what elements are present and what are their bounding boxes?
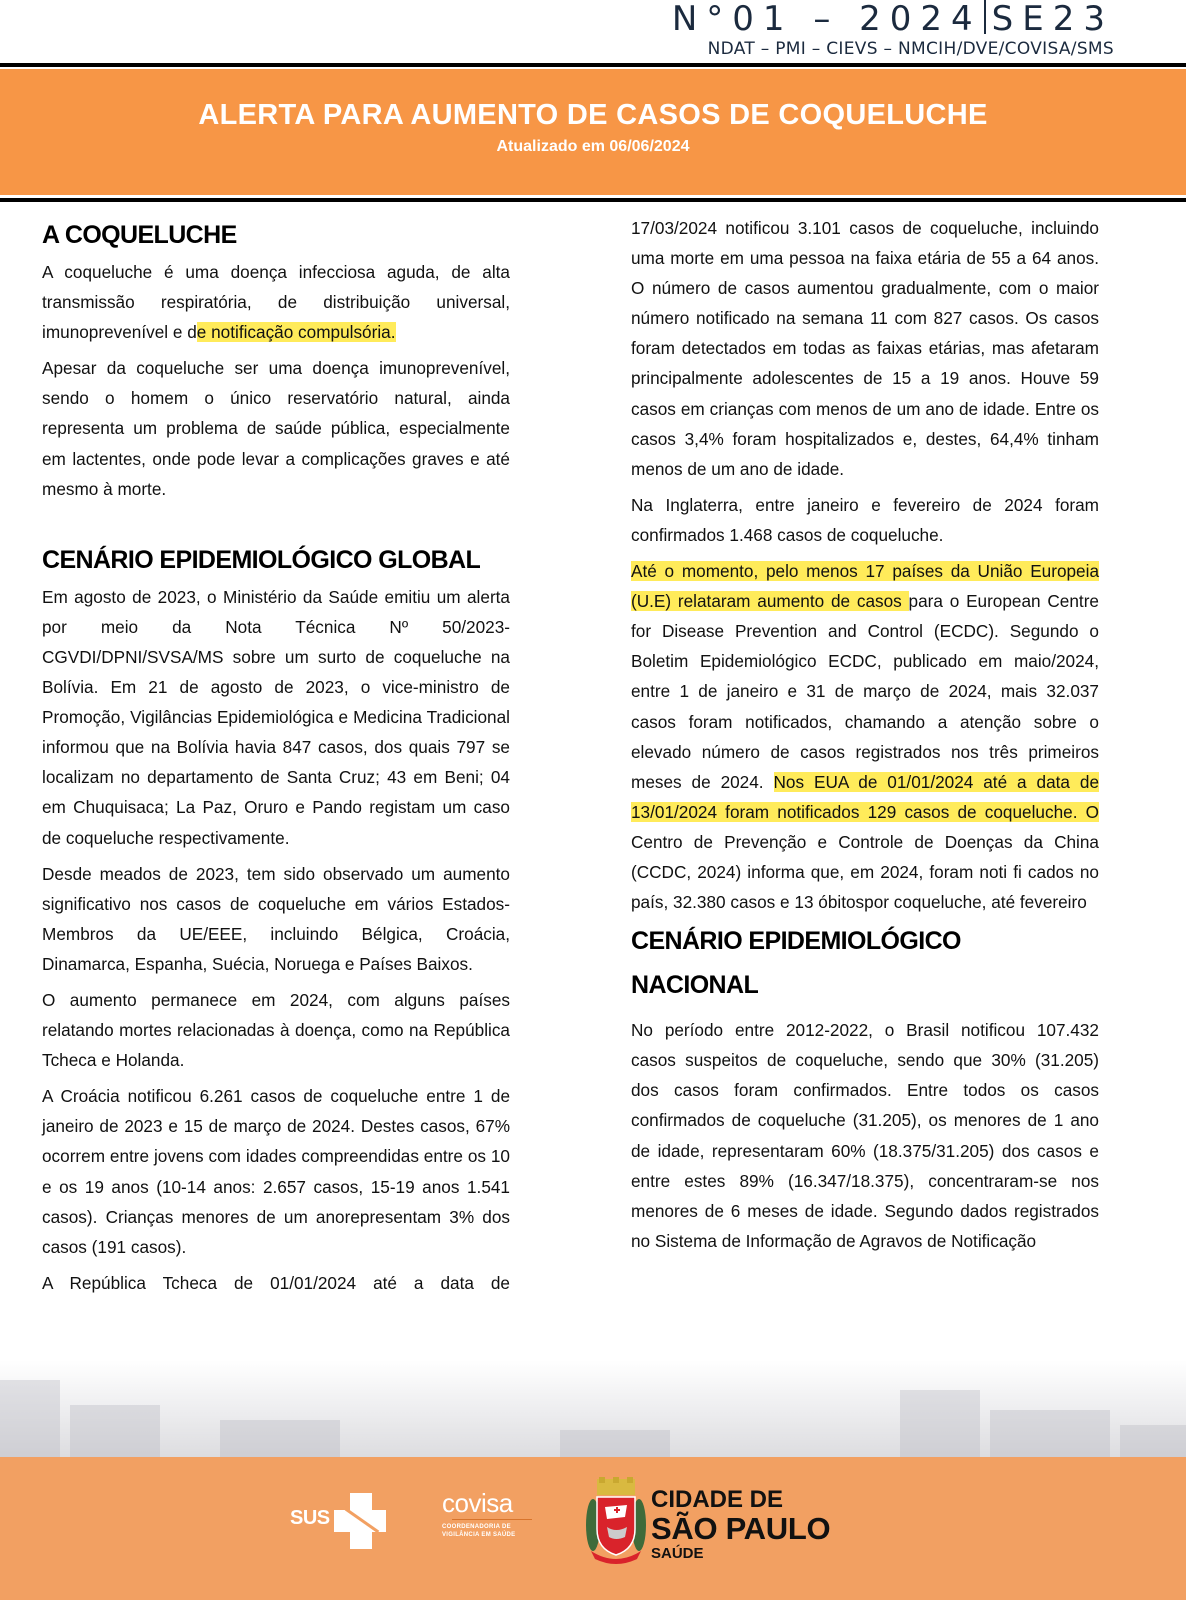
paragraph: A coqueluche é uma doença infecciosa aguda, de alta transmissão respiratória, de distribuição universal, imunoprevenível e de notificação compulsória. [42, 262, 510, 343]
separator [984, 0, 986, 34]
paragraph: Na Inglaterra, entre janeiro e fevereiro de 2024 foram confirmados 1.468 casos de coqueluche. [631, 494, 1099, 545]
paragraph: A Croácia notificou 6.261 casos de coqueluche entre 1 de janeiro de 2023 e 15 de março de 2024. Destes casos, 67% ocorrem entre jovens com idades compreendidas entre os 10 e os 19 anos (10-14 anos: 2.657 casos, 15-19 anos 1.541 casos). Crianças menores de um anorepresentam 3% dos casos (191 casos). [42, 1086, 510, 1257]
city-skyline-background [0, 1360, 1186, 1460]
highlighted-text: Até o momento, pelo menos 17 países da União Europeia (U.E) relataram aumento de casos [631, 561, 1099, 612]
left-column [42, 213, 510, 1304]
highlighted-text: Nos EUA de 01/01/2024 até a data de 13/01/2024 foram notificados 129 casos de coqueluche. O [631, 771, 1100, 822]
paragraph: A República Tcheca de 01/01/2024 até a data de [42, 1272, 510, 1293]
section-heading-coqueluche: A COQUELUCHE [42, 221, 237, 249]
issue-prefix: N°01 – 2024 [671, 0, 982, 39]
section-heading-nacional: CENÁRIO EPIDEMIOLÓGICO NACIONAL [631, 927, 961, 1000]
footer-logos: SUS covisa COORDENADORIA DE VIGILÂNCIA EM SAÚDE CIDADE DE SÃO PAULO SAÚDE [0, 1457, 1186, 1600]
paragraph: Em agosto de 2023, o Ministério da Saúde emitiu um alerta por meio da Nota Técnica Nº 50/2023-CGVDI/DPNI/SVSA/MS sobre um surto de coqueluche na Bolívia. Em 21 de agosto de 2023, o vice-ministro de Promoção, Vigilâncias Epidemiológica e Medicina Tradicional informou que na Bolívia havia 847 casos, dos quais 797 se localizam no departamento de Santa Cruz; 43 em Beni; 04 em Chuquisaca; La Paz, Oruro e Pando registam um caso de coqueluche respectivamente. [42, 586, 510, 848]
highlighted-text: e notificação compulsória. [196, 322, 396, 343]
paragraph: No período entre 2012-2022, o Brasil notificou 107.432 casos suspeitos de coqueluche, sendo que 30% (31.205) dos casos foram confirmados. Entre todos os casos confirmados de coqueluche (31.205), os menores de 1 ano de idade, representaram 60% (18.375/31.205) dos casos e entre estes 89% (16.347/18.375), concentraram-se nos menores de 6 meses de idade. Segundo dados registrados no Sistema de Informação de Agravos de Notificação [631, 1020, 1099, 1251]
organization-line: NDAT – PMI – CIEVS – NMCIH/DVE/COVISA/SMS [707, 39, 1114, 59]
paragraph: Apesar da coqueluche ser uma doença imunoprevenível, sendo o homem o único reservatório natural, ainda representa um problema de saúde pública, especialmente em lactentes, onde pode levar a complicações graves e até mesmo à morte. [42, 358, 510, 499]
right-column [631, 213, 1099, 1262]
paragraph: Desde meados de 2023, tem sido observado um aumento significativo nos casos de coqueluche em vários Estados-Membros da UE/EEE, incluindo Bélgica, Croácia, Dinamarca, Espanha, Suécia, Noruega e Países Baixos. [42, 863, 510, 974]
issue-number [672, 0, 1114, 37]
sus-logo: SUS [290, 1493, 386, 1549]
city-crest-icon [585, 1477, 647, 1565]
section-heading-global: CENÁRIO EPIDEMIOLÓGICO GLOBAL [42, 545, 481, 574]
divider-bottom [0, 198, 1186, 202]
paragraph: Até o momento, pelo menos 17 países da União Europeia (U.E) relataram aumento de casos para o European Centre for Disease Prevention and Control (ECDC). Segundo o Boletim Epidemiológico ECDC, publicado em maio/2024, entre 1 de janeiro e 31 de março de 2024, mais 32.037 casos foram notificados, chamando a atenção sobre o elevado número de casos registrados nos três primeiros meses de 2024. Nos EUA de 01/01/2024 até a data de 13/01/2024 foram notificados 129 casos de coqueluche. O Centro de Prevenção e Controle de Doenças da China (CCDC, 2024) informa que, em 2024, foram noti fi cados no país, 32.380 casos e 13 óbitospor coqueluche, até fevereiro [631, 561, 1100, 913]
alert-title: ALERTA PARA AUMENTO DE CASOS DE COQUELUCHE [198, 99, 988, 131]
epidemiological-week: SE23 [991, 0, 1114, 39]
paragraph: 17/03/2024 notificou 3.101 casos de coqueluche, incluindo uma morte em uma pessoa na faixa etária de 55 a 64 anos. O número de casos aumentou gradualmente, com o maior número notificado na semana 11 com 827 casos. Os casos foram detectados em todas as faixas etárias, mas afetaram principalmente adolescentes de 15 a 19 anos. Houve 59 casos em crianças com menos de um ano de idade. Entre os casos 3,4% foram hospitalizados e, destes, 64,4% tinham menos de um ano de idade. [631, 218, 1099, 479]
updated-date: Atualizado em 06/06/2024 [496, 138, 690, 155]
paragraph: O aumento permanece em 2024, com alguns países relatando mortes relacionadas à doença, como na República Tcheca e Holanda. [42, 989, 510, 1071]
divider-top [0, 63, 1186, 67]
document-header [672, 0, 1114, 59]
covisa-logo: covisa COORDENADORIA DE VIGILÂNCIA EM SAÚDE [442, 1489, 532, 1539]
alert-banner [0, 69, 1186, 195]
